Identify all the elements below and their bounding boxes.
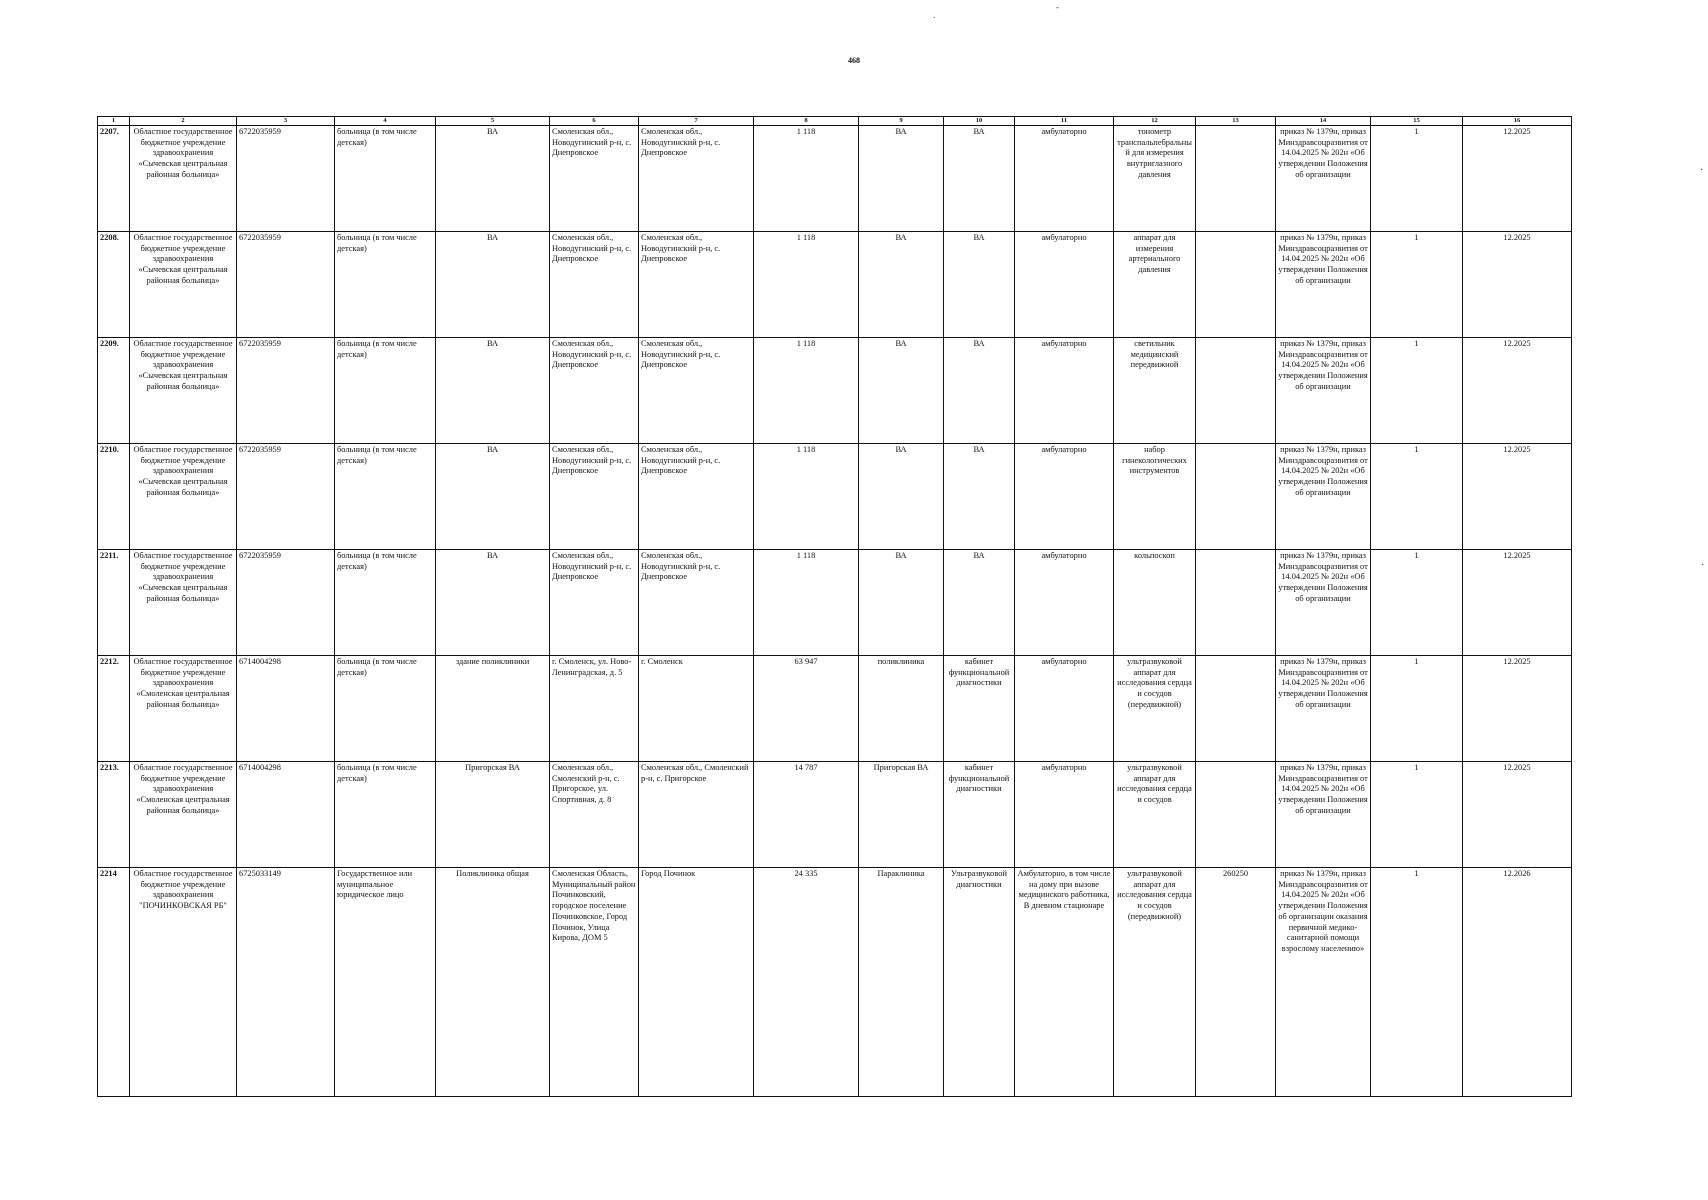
page-number: 468 — [848, 56, 860, 65]
scan-artifact: · — [1700, 165, 1704, 176]
cabinet: кабинет функциональной диагностики — [944, 656, 1015, 762]
equipment-code — [1196, 126, 1276, 232]
table-row — [98, 762, 1572, 868]
column-number: 9 — [859, 117, 944, 126]
organization-name: Областное государственное бюджетное учреждение здравоохранения «Смоленская центральная районная больница» — [130, 762, 237, 868]
care-condition: амбулаторно — [1015, 126, 1114, 232]
population: 1 118 — [754, 550, 859, 656]
organization-name: Областное государственное бюджетное учреждение здравоохранения "ПОЧИНКОВСКАЯ РБ" — [130, 868, 237, 1097]
column-number: 6 — [550, 117, 639, 126]
row-number: 2214 — [98, 868, 130, 1097]
cabinet: ВА — [944, 444, 1015, 550]
organization-type: больница (в том числе детская) — [335, 550, 436, 656]
equipment-code — [1196, 762, 1276, 868]
equipment: ультразвуковой аппарат для исследования сердца и сосудов (передвижной) — [1114, 656, 1196, 762]
structural-unit: Пригорская ВА — [436, 762, 550, 868]
equipment-code — [1196, 656, 1276, 762]
care-condition: амбулаторно — [1015, 656, 1114, 762]
table-row — [98, 338, 1572, 444]
due-date: 12.2025 — [1463, 338, 1572, 444]
locality: Смоленская обл., Новодугинский р-н, с. Днепровское — [639, 126, 754, 232]
population: 14 787 — [754, 762, 859, 868]
care-condition: амбулаторно — [1015, 444, 1114, 550]
inn: 6722035959 — [237, 338, 335, 444]
structural-unit: ВА — [436, 232, 550, 338]
column-number: 11 — [1015, 117, 1114, 126]
organization-name: Областное государственное бюджетное учреждение здравоохранения «Сычевская центральная районная больница» — [130, 550, 237, 656]
population: 63 947 — [754, 656, 859, 762]
equipment: набор гинекологических инструментов — [1114, 444, 1196, 550]
table-row — [98, 550, 1572, 656]
subdivision: Пригорская ВА — [859, 762, 944, 868]
table-row — [98, 868, 1572, 1097]
cabinet: Ультразвуковой диагностики — [944, 868, 1015, 1097]
population: 1 118 — [754, 338, 859, 444]
subdivision: ВА — [859, 232, 944, 338]
row-number: 2210. — [98, 444, 130, 550]
organization-type: больница (в том числе детская) — [335, 444, 436, 550]
locality: Смоленская обл., Новодугинский р-н, с. Днепровское — [639, 444, 754, 550]
organization-name: Областное государственное бюджетное учреждение здравоохранения «Сычевская центральная районная больница» — [130, 338, 237, 444]
population: 1 118 — [754, 126, 859, 232]
column-number: 15 — [1371, 117, 1463, 126]
structural-unit: ВА — [436, 338, 550, 444]
quantity: 1 — [1371, 338, 1463, 444]
structural-unit: ВА — [436, 444, 550, 550]
equipment: тонометр транспальпебральный для измерения внутриглазного давления — [1114, 126, 1196, 232]
locality: Смоленская обл., Новодугинский р-н, с. Днепровское — [639, 550, 754, 656]
subdivision: Параклиника — [859, 868, 944, 1097]
quantity: 1 — [1371, 656, 1463, 762]
cabinet: ВА — [944, 126, 1015, 232]
column-number: 1 — [98, 117, 130, 126]
due-date: 12.2025 — [1463, 444, 1572, 550]
row-number: 2209. — [98, 338, 130, 444]
column-number: 3 — [237, 117, 335, 126]
equipment-code — [1196, 550, 1276, 656]
care-condition: Амбулаторно, в том числе на дому при вызове медицинского работника, В дневном стационаре — [1015, 868, 1114, 1097]
address: Смоленская обл., Смоленский р-н, с. Пригорское, ул. Спортивная, д. 8 — [550, 762, 639, 868]
population: 24 335 — [754, 868, 859, 1097]
equipment: аппарат для измерения артериального давления — [1114, 232, 1196, 338]
organization-type: больница (в том числе детская) — [335, 126, 436, 232]
row-number: 2208. — [98, 232, 130, 338]
due-date: 12.2025 — [1463, 232, 1572, 338]
address: Смоленская обл., Новодугинский р-н, с. Днепровское — [550, 550, 639, 656]
subdivision: поликлиника — [859, 656, 944, 762]
population: 1 118 — [754, 232, 859, 338]
inn: 6722035959 — [237, 126, 335, 232]
subdivision: ВА — [859, 338, 944, 444]
due-date: 12.2025 — [1463, 656, 1572, 762]
equipment-code — [1196, 444, 1276, 550]
address: Смоленская Область, Муниципальный район Починковский, городское поселение Починковское, Город Починок, Улица Кирова, ДОМ 5 — [550, 868, 639, 1097]
structural-unit: здание поликлиники — [436, 656, 550, 762]
scan-artifact: · — [1701, 560, 1705, 571]
subdivision: ВА — [859, 126, 944, 232]
subdivision: ВА — [859, 550, 944, 656]
legal-basis: приказ № 1379н, приказ Минздравсоцразвития от 14.04.2025 № 202н «Об утверждении Положения об организации — [1276, 126, 1371, 232]
row-number: 2207. — [98, 126, 130, 232]
column-number: 10 — [944, 117, 1015, 126]
equipment: кольпоскоп — [1114, 550, 1196, 656]
due-date: 12.2025 — [1463, 550, 1572, 656]
locality: Город Починок — [639, 868, 754, 1097]
quantity: 1 — [1371, 762, 1463, 868]
legal-basis: приказ № 1379н, приказ Минздравсоцразвития от 14.04.2025 № 202н «Об утверждении Положения об организации — [1276, 762, 1371, 868]
column-number: 16 — [1463, 117, 1572, 126]
organization-name: Областное государственное бюджетное учреждение здравоохранения «Смоленская центральная районная больница» — [130, 656, 237, 762]
due-date: 12.2025 — [1463, 126, 1572, 232]
cabinet: ВА — [944, 232, 1015, 338]
organization-type: больница (в том числе детская) — [335, 656, 436, 762]
organization-type: Государственное или муниципальное юридическое лицо — [335, 868, 436, 1097]
care-condition: амбулаторно — [1015, 232, 1114, 338]
population: 1 118 — [754, 444, 859, 550]
structural-unit: ВА — [436, 126, 550, 232]
column-number: 4 — [335, 117, 436, 126]
locality: г. Смоленск — [639, 656, 754, 762]
legal-basis: приказ № 1379н, приказ Минздравсоцразвития от 14.04.2025 № 202н «Об утверждении Положения об организации — [1276, 656, 1371, 762]
address: Смоленская обл., Новодугинский р-н, с. Днепровское — [550, 126, 639, 232]
inn: 6725033149 — [237, 868, 335, 1097]
organization-type: больница (в том числе детская) — [335, 338, 436, 444]
inn: 6714004298 — [237, 656, 335, 762]
cabinet: кабинет функциональной диагностики — [944, 762, 1015, 868]
header-row — [98, 117, 1572, 126]
legal-basis: приказ № 1379н, приказ Минздравсоцразвития от 14.04.2025 № 202н «Об утверждении Положения об организации оказания первичной медико-санитарной помощи взрослому населению» — [1276, 868, 1371, 1097]
cabinet: ВА — [944, 550, 1015, 656]
column-number: 13 — [1196, 117, 1276, 126]
column-number: 12 — [1114, 117, 1196, 126]
registry-table — [97, 116, 1572, 1097]
structural-unit: ВА — [436, 550, 550, 656]
table-row — [98, 232, 1572, 338]
inn: 6722035959 — [237, 550, 335, 656]
organization-name: Областное государственное бюджетное учреждение здравоохранения «Сычевская центральная районная больница» — [130, 126, 237, 232]
address: Смоленская обл., Новодугинский р-н, с. Днепровское — [550, 232, 639, 338]
equipment: ультразвуковой аппарат для исследования сердца и сосудов (передвижной) — [1114, 868, 1196, 1097]
column-number: 7 — [639, 117, 754, 126]
scan-artifact: . — [933, 10, 936, 20]
locality: Смоленская обл., Новодугинский р-н, с. Днепровское — [639, 338, 754, 444]
due-date: 12.2026 — [1463, 868, 1572, 1097]
due-date: 12.2025 — [1463, 762, 1572, 868]
structural-unit: Поликлиника общая — [436, 868, 550, 1097]
column-number: 5 — [436, 117, 550, 126]
equipment-code: 260250 — [1196, 868, 1276, 1097]
quantity: 1 — [1371, 550, 1463, 656]
organization-name: Областное государственное бюджетное учреждение здравоохранения «Сычевская центральная районная больница» — [130, 232, 237, 338]
legal-basis: приказ № 1379н, приказ Минздравсоцразвития от 14.04.2025 № 202н «Об утверждении Положения об организации — [1276, 550, 1371, 656]
quantity: 1 — [1371, 232, 1463, 338]
row-number: 2213. — [98, 762, 130, 868]
organization-name: Областное государственное бюджетное учреждение здравоохранения «Сычевская центральная районная больница» — [130, 444, 237, 550]
column-number: 2 — [130, 117, 237, 126]
organization-type: больница (в том числе детская) — [335, 232, 436, 338]
quantity: 1 — [1371, 126, 1463, 232]
care-condition: амбулаторно — [1015, 550, 1114, 656]
legal-basis: приказ № 1379н, приказ Минздравсоцразвития от 14.04.2025 № 202н «Об утверждении Положения об организации — [1276, 232, 1371, 338]
inn: 6722035959 — [237, 232, 335, 338]
quantity: 1 — [1371, 868, 1463, 1097]
care-condition: амбулаторно — [1015, 338, 1114, 444]
inn: 6722035959 — [237, 444, 335, 550]
legal-basis: приказ № 1379н, приказ Минздравсоцразвития от 14.04.2025 № 202н «Об утверждении Положения об организации — [1276, 338, 1371, 444]
inn: 6714004298 — [237, 762, 335, 868]
locality: Смоленская обл., Новодугинский р-н, с. Днепровское — [639, 232, 754, 338]
table-row — [98, 444, 1572, 550]
organization-type: больница (в том числе детская) — [335, 762, 436, 868]
column-number: 14 — [1276, 117, 1371, 126]
row-number: 2211. — [98, 550, 130, 656]
equipment: ультразвуковой аппарат для исследования сердца и сосудов — [1114, 762, 1196, 868]
address: Смоленская обл., Новодугинский р-н, с. Днепровское — [550, 338, 639, 444]
legal-basis: приказ № 1379н, приказ Минздравсоцразвития от 14.04.2025 № 202н «Об утверждении Положения об организации — [1276, 444, 1371, 550]
column-number: 8 — [754, 117, 859, 126]
row-number: 2212. — [98, 656, 130, 762]
table-row — [98, 126, 1572, 232]
care-condition: амбулаторно — [1015, 762, 1114, 868]
equipment: светильник медицинский передвижной — [1114, 338, 1196, 444]
locality: Смоленская обл., Смоленский р-н, с. Пригорское — [639, 762, 754, 868]
equipment-code — [1196, 338, 1276, 444]
subdivision: ВА — [859, 444, 944, 550]
quantity: 1 — [1371, 444, 1463, 550]
cabinet: ВА — [944, 338, 1015, 444]
equipment-code — [1196, 232, 1276, 338]
address: Смоленская обл., Новодугинский р-н, с. Днепровское — [550, 444, 639, 550]
scan-artifact: - — [1056, 2, 1059, 12]
table-row — [98, 656, 1572, 762]
address: г. Смоленск, ул. Ново-Ленинградская, д. 5 — [550, 656, 639, 762]
